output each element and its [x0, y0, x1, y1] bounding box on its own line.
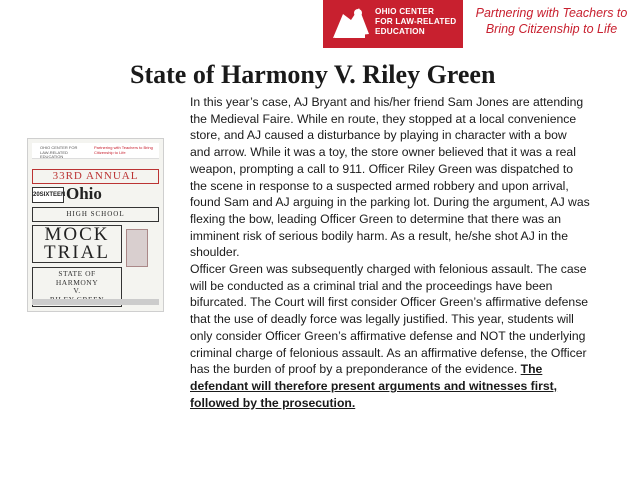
- ohio-center-logo-icon: [329, 4, 373, 44]
- cover-state: Ohio: [66, 184, 102, 203]
- tagline: [469, 5, 634, 37]
- org-name: [375, 7, 456, 37]
- cover-case-line: STATE OF: [58, 269, 96, 278]
- page-title: State of Harmony V. Riley Green: [130, 60, 496, 89]
- header-banner: [323, 0, 638, 48]
- case-paragraph-2: [190, 261, 590, 411]
- cover-annual: 33RD ANNUAL: [32, 169, 159, 184]
- org-line: EDUCATION: [375, 27, 425, 36]
- tagline-line: Bring Citizenship to Life: [485, 22, 618, 36]
- cover-level: HIGH SCHOOL: [32, 207, 159, 222]
- cover-fine-print: [32, 299, 159, 305]
- cover-mock-trial: [32, 225, 122, 263]
- mock-trial-cover-image: [27, 138, 164, 312]
- cover-mock: MOCK: [44, 224, 110, 245]
- case-summary: [190, 94, 590, 411]
- cover-trial: TRIAL: [44, 242, 110, 263]
- cover-case-line: HARMONY: [55, 277, 99, 287]
- tagline-box: [463, 0, 638, 48]
- case-paragraph-2-text: Officer Green was subsequently charged with felonious assault. The case will be conducted as a criminal trial and the proceedings have been bifurcated. The Court will first consider Officer Green’s affirmative defense that the use of deadly force was legally justified. This year, students will only consider Officer Green’s affirmative defense and NOT the underlying criminal charge of felonious assault. As an affirmative defense, the Officer has the burden of proof by a preponderance of the evidence.: [190, 262, 589, 377]
- cover-year: 20SIXTEEN: [32, 187, 64, 203]
- case-paragraph-1: In this year’s case, AJ Bryant and his/her friend Sam Jones are attending the Medieval Faire. While en route, they stopped at a local convenience store, and AJ caused a disturbance by playing in character with a bow and arrow. While it was a toy, the store owner believed that it was a real weapon, prompting a call to 911. Officer Riley Green was dispatched to the scene in response to a suspected armed robbery and upon arrival, found Sam and AJ arguing in the parking lot. During the argument, AJ was flexing the bow, leading Officer Green to determine that there was an imminent risk of serious bodily harm. As a result, he/she shot AJ in the shoulder.: [190, 95, 590, 260]
- org-line: FOR LAW-RELATED: [375, 17, 457, 26]
- cover-org: OHIO CENTER FOR LAW-RELATED EDUCATION: [40, 145, 78, 159]
- cover-tagline: Partnering with Teachers to Bring Citizenship to Life: [94, 145, 153, 155]
- org-line: OHIO CENTER: [375, 7, 435, 16]
- cover-case-line: V.: [73, 286, 81, 295]
- tagline-line: Partnering with Teachers to: [475, 6, 628, 20]
- case-paragraph-2-emphasis: The defendant will therefore present arguments and witnesses first, followed by the prosecution.: [190, 362, 558, 410]
- cover-header: [32, 143, 159, 159]
- pillar-icon: [126, 229, 148, 267]
